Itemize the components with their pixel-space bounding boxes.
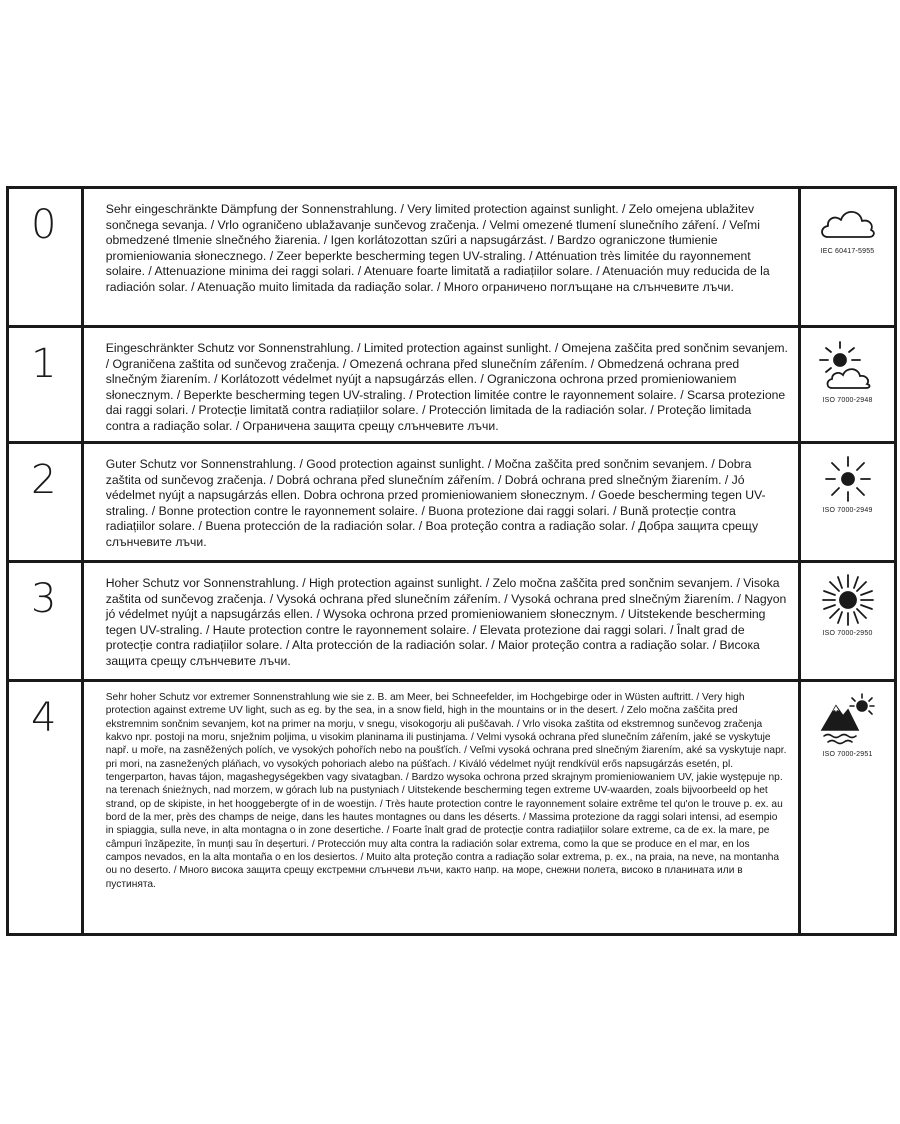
table-row	[8, 188, 896, 327]
category-number: 2	[8, 443, 83, 562]
category-description: Guter Schutz vor Sonnenstrahlung. / Good protection against sunlight. / Močna zaščita pred sončnim sevanjem. / Dobra zaštita od sunčevog zračenja. / Dobrá ochrana před slunečním zářením. / Dobrá ochrana pred slnečným žiarením. / Jó védelmet nyújt a napsugárzás ellen. Dobra ochrona przed promieniowaniem słonecznym. / Goede bescherming tegen UV-straling. / Bonne protection contre le rayonnement solaire. / Buona protezione dai raggi solari. / Bună protecție contra radiațiilor solare. / Buena protección de la radiación solar. / Boa proteção contra a radiação solar. / Добра защита срещу слънчевите лъчи.	[82, 443, 799, 562]
category-number: 1	[8, 327, 83, 443]
icon-cell	[800, 443, 896, 562]
category-description: Sehr hoher Schutz vor extremer Sonnenstrahlung wie sie z. B. am Meer, bei Schneefelder, im Hochgebirge oder in Wüsten auftritt. / Very high protection against extreme UV light, such as eg. by the sea, in a snow field, high in the mountains or in the desert. / Zelo močna zaščita pred ekstremnim sončnim sevanjem, kot na primer na morju, v snegu, visokogorju ali puščavah. / Vrlo visoka zaštita od ekstremnog sunčevog zračenja kakvo npr. postoji na moru, snježnim poljima, u visokim planinama ili pustinjama. / Velmi vysoká ochrana před slunečním zářením, jaké se vyskytuje např. u moře, na zasněžených polích, ve vysokých pohořích nebo na poušťích. / Veľmi vysoká ochrana pred slnečným žiarením, aké sa vyskytuje napr. pri mori, na zasnežených pláňach, vo vysokých pohoriach alebo na púšťach. / Kiváló védelmet nyújt rendkívül erős napsugárzás esetén, pl. tengerparton, havas tájon, magashegységekben vagy sivatagban. / Bardzo wysoka ochrona przed skrajnym promieniowaniem UV, jakie występuje np. na terenach śnieżnych, nad morzem, w górach lub na pustyniach / Uitstekende bescherming tegen extreme UV-waarden, zoals bijvoorbeeld op het strand, op de skipiste, in het hooggebergte of in de woestijn. / Très haute protection contre le rayonnement solaire extrême tel qu'on le trouve p. ex. au bord de la mer, près des champs de neige, dans les hautes montagnes ou dans les déserts. / Massima protezione da raggi solari intensi, ad esempio in spiaggia, sulla neve, in alta montagna o in zone desertiche. / Foarte înalt grad de protecție contra radiațiilor solare extreme, ca de ex. la mare, pe câmpuri înzăpezite, în munți sau în deșerturi. / Protección muy alta contra la radiación solar extrema, como la que se produce en el mar, en los campos nevados, en la alta montaña o en los desiertos. / Muito alta proteção contra a radiação solar extrema, p. ex., na praia, na neve, na montanha ou no deserto. / Много висока защита срещу екстремни слънчеви лъчи, както напр. на море, снежни полета, високо в планината или в пустинята.	[82, 681, 799, 935]
strong-sun-icon	[818, 573, 878, 627]
standard-label: ISO 7000-2951	[822, 751, 873, 758]
protection-category-table	[6, 186, 897, 936]
category-description: Sehr eingeschränkte Dämpfung der Sonnenstrahlung. / Very limited protection against sunlight. / Zelo omejena ublažitev sončnega sevanja. / Vrlo ograničeno ublažavanje sunčevog zračenja. / Velmi omezené tlumení slunečního záření. / Veľmi obmedzené tlmenie slnečného žiarenia. / Igen korlátozottan szűri a napsugárzást. / Bardzo ograniczone tłumienie promieniowania słonecznego. / Zeer beperkte bescherming tegen UV-straling. / Atténuation très limitée du rayonnement solaire. / Attenuazione minima dei raggi solari. / Atenuare foarte limitată a radiațiilor solare. / Atenuación muy reducida de la radiación solar. / Atenuação muito limitada da radiação solar. / Много ограничено поглъщане на слънчевите лъчи.	[82, 188, 799, 327]
category-description: Hoher Schutz vor Sonnenstrahlung. / High protection against sunlight. / Zelo močna zaščita pred sončnim sevanjem. / Visoka zaštita od sunčevog zračenja. / Vysoká ochrana před slunečním zářením. / Vysoká ochrana pred slnečným žiarením. / Nagyon jó védelmet nyújt a napsugárzás ellen. / Wysoka ochrona przed promieniowaniem słonecznym. / Uitstekende bescherming tegen UV-straling. / Haute protection contre le rayonnement solaire. / Elevata protezione dai raggi solari. / Înalt grad de protecție contra radiațiilor solare. / Alta protección de la radiación solar. / Maior proteção contra a radiação solar. / Висока защита срещу слънчевите лъчи.	[82, 562, 799, 681]
mountain-sea-sun-icon	[818, 692, 878, 748]
sun-behind-cloud-icon	[816, 338, 880, 394]
icon-cell	[800, 562, 896, 681]
standard-label: IEC 60417-5955	[820, 248, 875, 255]
category-number: 4	[8, 681, 83, 935]
icon-cell	[800, 327, 896, 443]
table-row	[8, 681, 896, 935]
icon-cell	[800, 188, 896, 327]
sun-icon	[820, 454, 876, 504]
table-row	[8, 327, 896, 443]
standard-label: ISO 7000-2948	[822, 397, 873, 404]
icon-cell	[800, 681, 896, 935]
standard-label: ISO 7000-2949	[822, 507, 873, 514]
standard-label: ISO 7000-2950	[822, 630, 873, 637]
category-description: Eingeschränkter Schutz vor Sonnenstrahlung. / Limited protection against sunlight. / Omejena zaščita pred sončnim sevanjem. / Ograničena zaštita od sunčevog zračenja. / Omezená ochrana před slunečním zářením. / Obmedzená ochrana pred slnečným žiarením. / Korlátozott védelmet nyújt a napsugárzás ellen. / Ograniczona ochrona przed promieniowaniem słonecznym. / Beperkte bescherming tegen UV-straling. / Protection limitée contre le rayonnement solaire. / Scarsa protezione dai raggi solari. / Protecție limitată contra radiațiilor solare. / Protección limitada de la radiación solar. / Proteção limitada contra a radiação solar. / Ограничена защита срещу слънчевите лъчи.	[82, 327, 799, 443]
category-number: 3	[8, 562, 83, 681]
cloud-icon	[816, 199, 880, 245]
table-row	[8, 443, 896, 562]
table-row	[8, 562, 896, 681]
category-number: 0	[8, 188, 83, 327]
